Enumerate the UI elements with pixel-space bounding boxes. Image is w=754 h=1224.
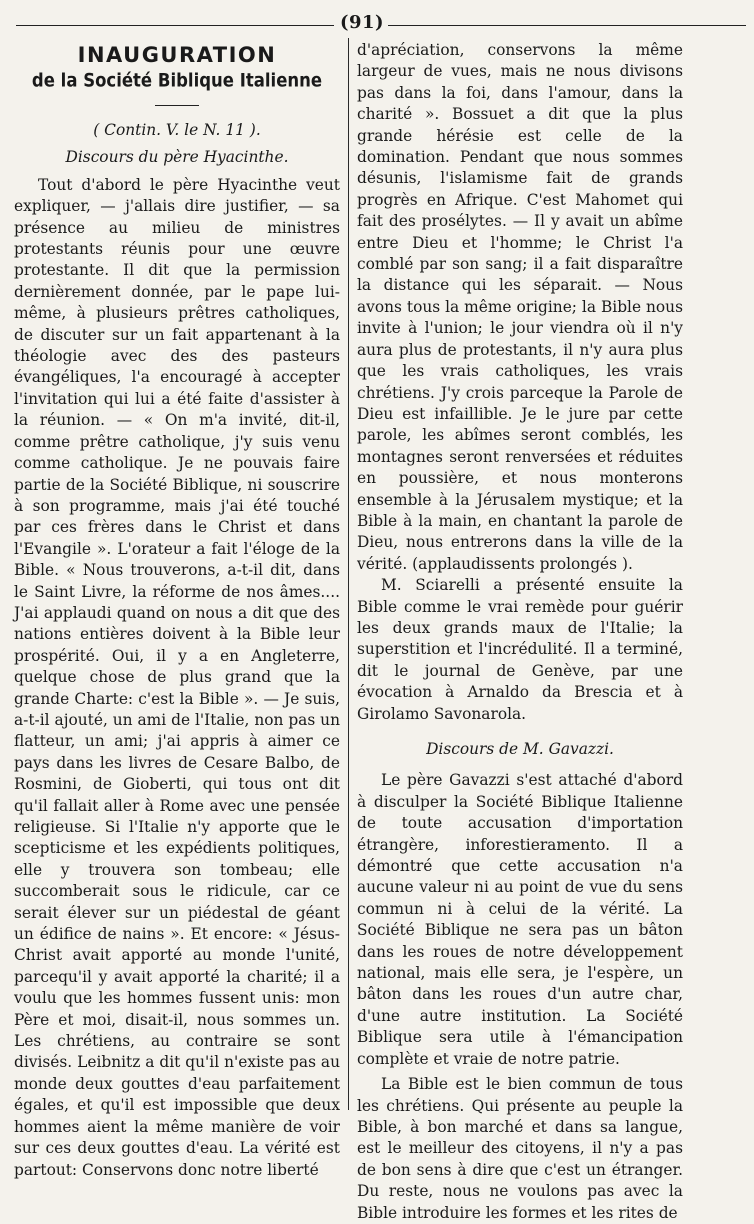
paragraph: Le père Gavazzi s'est attaché d'abord à disculper la Société Biblique Italienne de toute accusation d'importation étrangère, inforestieramento. Il a démontré que cette accusation n'a aucune valeur ni au point de vue du sens commun ni à celui de la vérité. La Société Biblique ne sera pas un bâton dans les roues de notre développement national, mais elle sera, je l'espère, un bâton dans les roues d'un autre char, d'une autre institution. La Société Biblique sera utile à l'émancipation complète et vraie de notre patrie. bbox=[357, 771, 683, 1068]
header-rule-left bbox=[16, 25, 334, 26]
paragraph: La Bible est le bien commun de tous les chrétiens. Qui présente au peuple la Bible, à bon marché et dans sa langue, est le meilleur des citoyens, il n'y a pas de bon sens à dire que c'est un étranger. Du reste, nous ne voulons pas avec la Bible introduire les formes et les rites de bbox=[357, 1075, 683, 1222]
left-column bbox=[14, 40, 340, 1181]
section-heading-hyacinthe: Discours du père Hyacinthe. bbox=[65, 148, 289, 167]
paragraph: d'apréciation, conservons la même largeur de vues, mais ne nous divisons pas dans la foi, dans l'amour, dans la charité ». Bossuet a dit que la plus grande hérésie est celle de la domination. Pendant que nous sommes désunis, l'islamisme fait de grands progrès en Afrique. C'est Mahomet qui fait des prosélytes. — Il y avait un abîme entre Dieu et l'homme; le Christ l'a comblé par son sang; il a fait disparaître la distance qui les séparait. — Nous avons tous la même origine; la Bible nous invite à l'union; le jour viendra où il n'y aura plus de protestants, il n'y aura plus que les vrais catholiques, les vrais chrétiens. J'y crois parceque la Parole de Dieu est infaillible. Je le jure par cette parole, les abîmes seront comblés, les montagnes seront renversées et réduites en poussière, et nous monterons ensemble à la Jérusalem mystique; et la Bible à la main, en chantant la parole de Dieu, nous entrerons dans la ville de la vérité. (applaudissents prolongés ). bbox=[357, 41, 683, 573]
paragraph: M. Sciarelli a présenté ensuite la Bible comme le vrai remède pour guérir les deux grands maux de l'Italie; la superstition et l'incrédulité. Il a terminé, dit le journal de Genève, par une évocation à Arnaldo da Brescia et à Girolamo Savonarola. bbox=[357, 576, 683, 723]
paragraph: Tout d'abord le père Hyacinthe veut expliquer, — j'allais dire justifier, — sa présence au milieu de ministres protestants réunis pour une œuvre protestante. Il dit que la permission dernièrement donnée, par le pape lui-même, à plusieurs prêtres catholiques, de discuter sur un fait appartenant à la théologie avec des des pasteurs évangéliques, l'a encouragé à accepter l'invitation qui lui a été faite d'assister à la réunion. — « On m'a invité, dit-il, comme prêtre catholique, j'y suis venu comme catholique. Je ne pouvais faire partie de la Société Biblique, ni souscrire à son programme, mais j'ai été touché par ces frères dans le Christ et dans l'Evangile ». L'orateur a fait l'éloge de la Bible. « Nous trouverons, a-t-il dit, dans le Saint Livre, la réforme de nos âmes.... J'ai applaudi quand on nous a dit que des nations entières doivent à la Bible leur prospérité. Oui, il y a en Angleterre, quelque chose de plus grand que la grande Charte: c'est la Bible ». — Je suis, a-t-il ajouté, un ami de l'Italie, non pas un flatteur, un ami; j'ai appris à aimer ce pays dans les livres de Cesare Balbo, de Rosmini, de Gioberti, qui tous ont dit qu'il fallait aller à Rome avec une pensée religieuse. Si l'Italie n'y apporte que le scepticisme et les expédients politiques, elle y trouvera son tombeau; elle succomberait sous le ridicule, car ce serait élever sur un piédestal de géant un édifice de nains ». Et encore: « Jésus-Christ avait apporté au monde l'unité, parcequ'il y avait apporté la charité; il a voulu que les hommes fussent unis: mon Père et moi, disait-il, nous sommes un. Les chrétiens, au contraire se sont divisés. Leibnitz a dit qu'il n'existe pas au monde deux gouttes d'eau parfaitement égales, et qu'il est impossible que deux hommes aient la même manière de voir sur ces deux gouttes d'eau. La vérité est partout: Conservons donc notre liberté bbox=[14, 175, 340, 1179]
column-divider bbox=[348, 38, 349, 1110]
continuation-note: ( Contin. V. le N. 11 ). bbox=[93, 121, 261, 139]
right-column bbox=[357, 40, 683, 1224]
page-number: (91) bbox=[339, 12, 385, 33]
article-subtitle: de la Société Biblique Italienne bbox=[31, 69, 323, 92]
header-rule-right bbox=[388, 25, 746, 26]
section-heading-gavazzi: Discours de M. Gavazzi. bbox=[426, 740, 614, 758]
title-rule bbox=[155, 105, 199, 106]
page-header bbox=[16, 12, 746, 36]
article-title: INAUGURATION bbox=[77, 43, 277, 67]
